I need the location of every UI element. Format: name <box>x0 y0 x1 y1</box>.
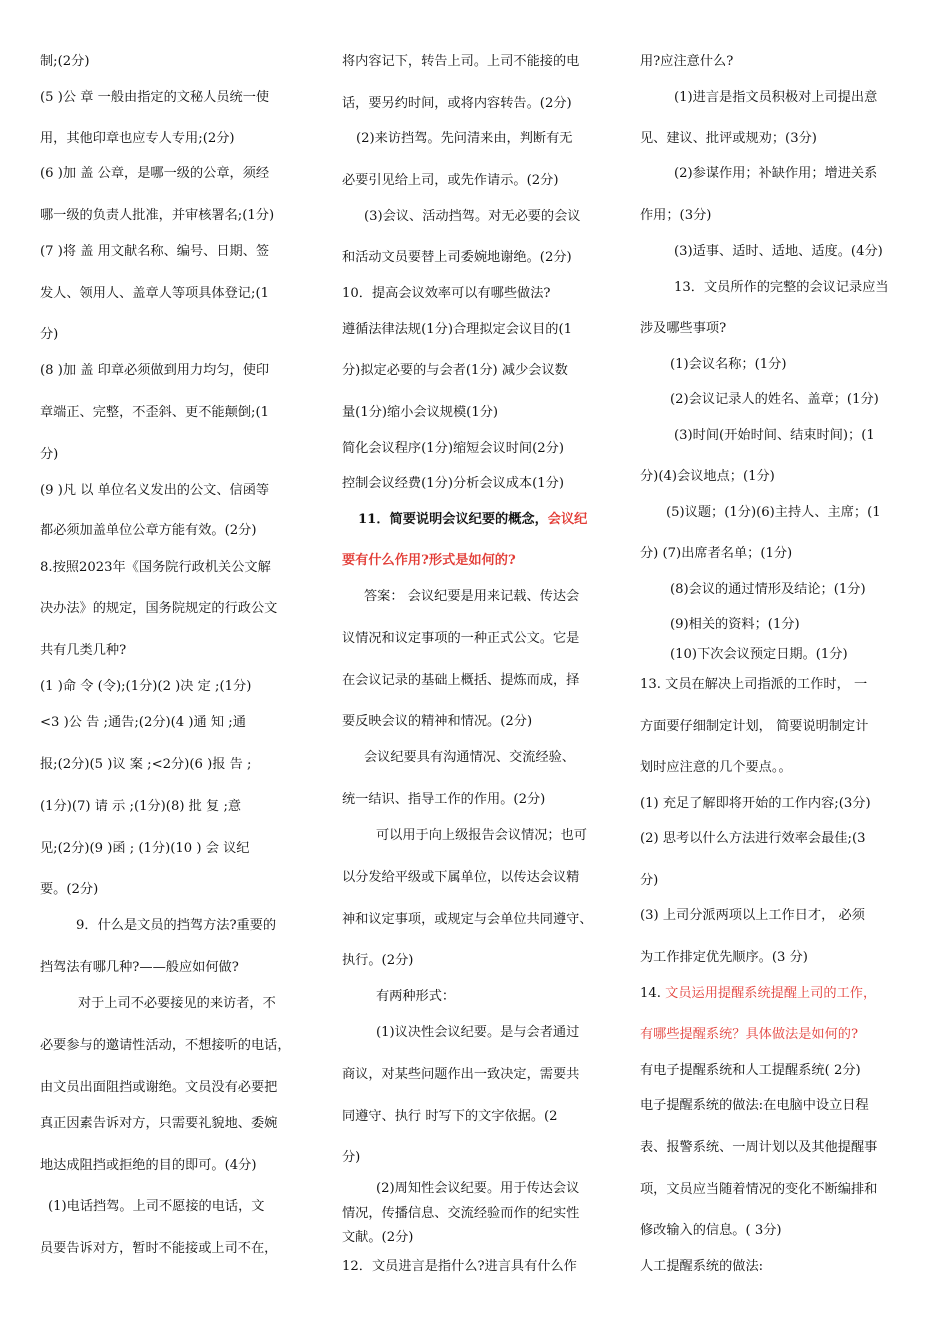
text-line: 作用；(3分) <box>640 208 712 223</box>
text-line: 见、建议、批评或规劝；(3分) <box>640 131 817 146</box>
text-line: (3) 上司分派两项以上工作日才， 必须 <box>640 908 865 923</box>
text-line: 以分发给平级或下属单位，以传达会议精 <box>342 870 580 885</box>
question-heading-highlight: 文员运用提醒系统提醒上司的工作， <box>665 986 877 1001</box>
text-line: (5 )公 章 一般由指定的文秘人员统一使 <box>40 90 270 105</box>
text-line: 为工作排定优先顺序。(3 分) <box>640 950 808 965</box>
text-line: 分) <box>40 327 59 342</box>
text-line: 见;(2分)(9 )函 ; (1分)(10 ) 会 议纪 <box>40 841 250 856</box>
text-line: 决办法》的规定，国务院规定的行政公文 <box>40 601 278 616</box>
text-line: (9 )凡 以 单位名义发出的公文、信函等 <box>40 483 270 498</box>
text-line: 神和议定事项，或规定与会单位共同遵守、 <box>342 912 593 927</box>
text-line: 可以用于向上级报告会议情况；也可 <box>376 828 587 843</box>
text-line: 商议，对某些问题作出一致决定，需要共 <box>342 1067 580 1082</box>
text-line: 话，要另约时间，或将内容转告。(2分) <box>342 96 572 111</box>
text-line: 由文员出面阻挡或谢绝。文员没有必要把 <box>40 1080 278 1095</box>
text-line: 修改输入的信息。( 3分) <box>640 1223 782 1238</box>
text-line: 项，文员应当随着情况的变化不断编排和 <box>640 1182 878 1197</box>
text-line: 人工提醒系统的做法: <box>640 1259 764 1274</box>
text-line: 地达成阻挡或拒绝的目的即可。(4分) <box>40 1158 257 1173</box>
text-line: 电子提醒系统的做法:在电脑中设立日程 <box>640 1098 869 1113</box>
text-line: 和活动文员要替上司委婉地谢绝。(2分) <box>342 250 572 265</box>
question-heading <box>640 985 876 1003</box>
text-line: 分) <box>640 873 659 888</box>
text-line: (1)电话挡驾。上司不愿接的电话，文 <box>48 1199 265 1214</box>
text-line: 制;(2分) <box>40 54 90 69</box>
text-line: 必要引见给上司，或先作请示。(2分) <box>342 173 559 188</box>
text-line: 用，其他印章也应专人专用;(2分) <box>40 131 235 146</box>
question-heading: 10．提高会议效率可以有哪些做法? <box>342 286 551 301</box>
text-line: 真正因素告诉对方，只需要礼貌地、委婉 <box>40 1116 278 1131</box>
text-line: 8.按照2023年《国务院行政机关公文解 <box>40 560 271 575</box>
text-line: 有电子提醒系统和人工提醒系统( 2分) <box>640 1063 861 1078</box>
text-line: 在会议记录的基础上概括、提炼而成，择 <box>342 673 580 688</box>
text-line: 会议纪要具有沟通情况、交流经验、 <box>364 750 575 765</box>
text-line: <3 )公 告 ;通告;(2分)(4 )通 知 ;通 <box>40 715 246 730</box>
text-line: 必要参与的邀请性活动，不想接听的电话， <box>40 1038 291 1053</box>
question-heading-highlight: 有哪些提醒系统？具体做法是如何的? <box>640 1027 859 1042</box>
text-line: 统一结识、指导工作的作用。(2分) <box>342 792 546 807</box>
answer-line: 答案： 会议纪要是用来记载、传达会 <box>364 589 580 604</box>
text-line: 执行。(2分) <box>342 953 414 968</box>
question-heading-highlight: 会议纪 <box>547 512 588 527</box>
text-line: (1)议决性会议纪要。是与会者通过 <box>376 1025 580 1040</box>
text-line: (2)周知性会议纪要。用于传达会议 <box>376 1181 580 1196</box>
text-line: 有两种形式： <box>376 989 456 1004</box>
question-heading: 12．文员进言是指什么?进言具有什么作 <box>342 1259 577 1274</box>
question-heading-text: 14. <box>640 986 666 1001</box>
text-line: (8)会议的通过情形及结论；(1分) <box>670 582 866 597</box>
question-heading: 挡驾法有哪几种?——般应如何做? <box>40 960 239 975</box>
question-heading-highlight: 要有什么作用?形式是如何的? <box>342 553 516 568</box>
text-line: 表、报警系统、一周计划以及其他提醒事 <box>640 1140 878 1155</box>
question-heading-text: 11．简要说明会议纪要的概念， <box>358 512 548 527</box>
text-line: 分)(4)会议地点；(1分) <box>640 469 775 484</box>
text-line: 都必须加盖单位公章方能有效。(2分) <box>40 523 257 538</box>
text-line: 情况，传播信息、交流经验而作的纪实性 <box>342 1206 580 1221</box>
text-line: 分) <box>342 1150 361 1165</box>
question-heading <box>342 552 516 570</box>
text-line: 文献。(2分) <box>342 1230 414 1245</box>
text-line: 用?应注意什么? <box>640 54 734 69</box>
question-heading <box>358 511 587 529</box>
question-heading <box>640 1026 858 1044</box>
question-heading: 9．什么是文员的挡驾方法?重要的 <box>76 918 277 933</box>
text-line: (7 )将 盖 用文献名称、编号、日期、签 <box>40 244 270 259</box>
text-line: 对于上司不必要接见的来访者，不 <box>78 996 276 1011</box>
text-line: 哪一级的负责人批准，并审核署名;(1分) <box>40 208 275 223</box>
text-line: (8 )加 盖 印章必须做到用力均匀，使印 <box>40 363 270 378</box>
text-line: 同遵守、执行 时写下的文字依据。(2 <box>342 1109 558 1124</box>
text-line: (2)参谋作用；补缺作用；增进关系 <box>674 166 878 181</box>
text-line: (2) 思考以什么方法进行效率会最佳;(3 <box>640 831 866 846</box>
text-line: 报;(2分)(5 )议 案 ;<2分)(6 )报 告 ; <box>40 757 252 772</box>
question-heading: 划时应注意的几个要点。。 <box>640 760 792 775</box>
text-line: 要反映会议的精神和情况。(2分) <box>342 714 533 729</box>
text-line: (1)会议名称；(1分) <box>670 357 787 372</box>
text-line: (3)时间(开始时间、结束时间)；(1 <box>674 428 875 443</box>
text-line: 将内容记下，转告上司。上司不能接的电 <box>342 54 580 69</box>
text-line: 议情况和议定事项的一种正式公文。它是 <box>342 631 580 646</box>
text-line: (1)进言是指文员积极对上司提出意 <box>674 90 878 105</box>
text-line: (9)相关的资料；(1分) <box>670 617 800 632</box>
text-line: 员要告诉对方，暂时不能接或上司不在， <box>40 1241 278 1256</box>
text-line: 章端正、完整，不歪斜、更不能颠倒;(1 <box>40 405 269 420</box>
text-line: 简化会议程序(1分)缩短会议时间(2分) <box>342 441 564 456</box>
text-line: 发人、领用人、盖章人等项具体登记;(1 <box>40 286 269 301</box>
text-line: (1 )命 令 (令);(1分)(2 )决 定 ;(1分) <box>40 679 252 694</box>
question-heading: 13．文员所作的完整的会议记录应当 <box>674 280 889 295</box>
text-line: (1分)(7) 请 示 ;(1分)(8) 批 复 ;意 <box>40 799 242 814</box>
text-line: 遵循法律法规(1分)合理拟定会议目的(1 <box>342 322 573 337</box>
text-line: 分) <box>40 447 59 462</box>
text-line: (2)会议记录人的姓名、盖章；(1分) <box>670 392 879 407</box>
text-line: 共有几类几种? <box>40 643 127 658</box>
text-line: (5)议题；(1分)(6)主持人、主席；(1 <box>666 505 881 520</box>
text-line: (3)会议、活动挡驾。对无必要的会议 <box>364 209 581 224</box>
text-line: (6 )加 盖 公章，是哪一级的公章，须经 <box>40 166 270 181</box>
text-line: 要。(2分) <box>40 882 99 897</box>
question-heading: 涉及哪些事项? <box>640 321 727 336</box>
question-heading: 13. 文员在解决上司指派的工作时， 一 <box>640 677 868 692</box>
text-line: (3)适事、适时、适地、适度。(4分) <box>674 244 883 259</box>
text-line: 控制会议经费(1分)分析会议成本(1分) <box>342 476 564 491</box>
text-line: (2)来访挡驾。先问清来由，判断有无 <box>356 131 573 146</box>
text-line: (10)下次会议预定日期。(1分) <box>670 647 848 662</box>
text-line: 量(1分)缩小会议规模(1分) <box>342 405 499 420</box>
text-line: 分) (7)出席者名单；(1分) <box>640 546 793 561</box>
text-line: (1) 充足了解即将开始的工作内容;(3分) <box>640 796 871 811</box>
question-heading: 方面要仔细制定计划， 简要说明制定计 <box>640 719 869 734</box>
text-line: 分)拟定必要的与会者(1分) 减少会议数 <box>342 363 568 378</box>
